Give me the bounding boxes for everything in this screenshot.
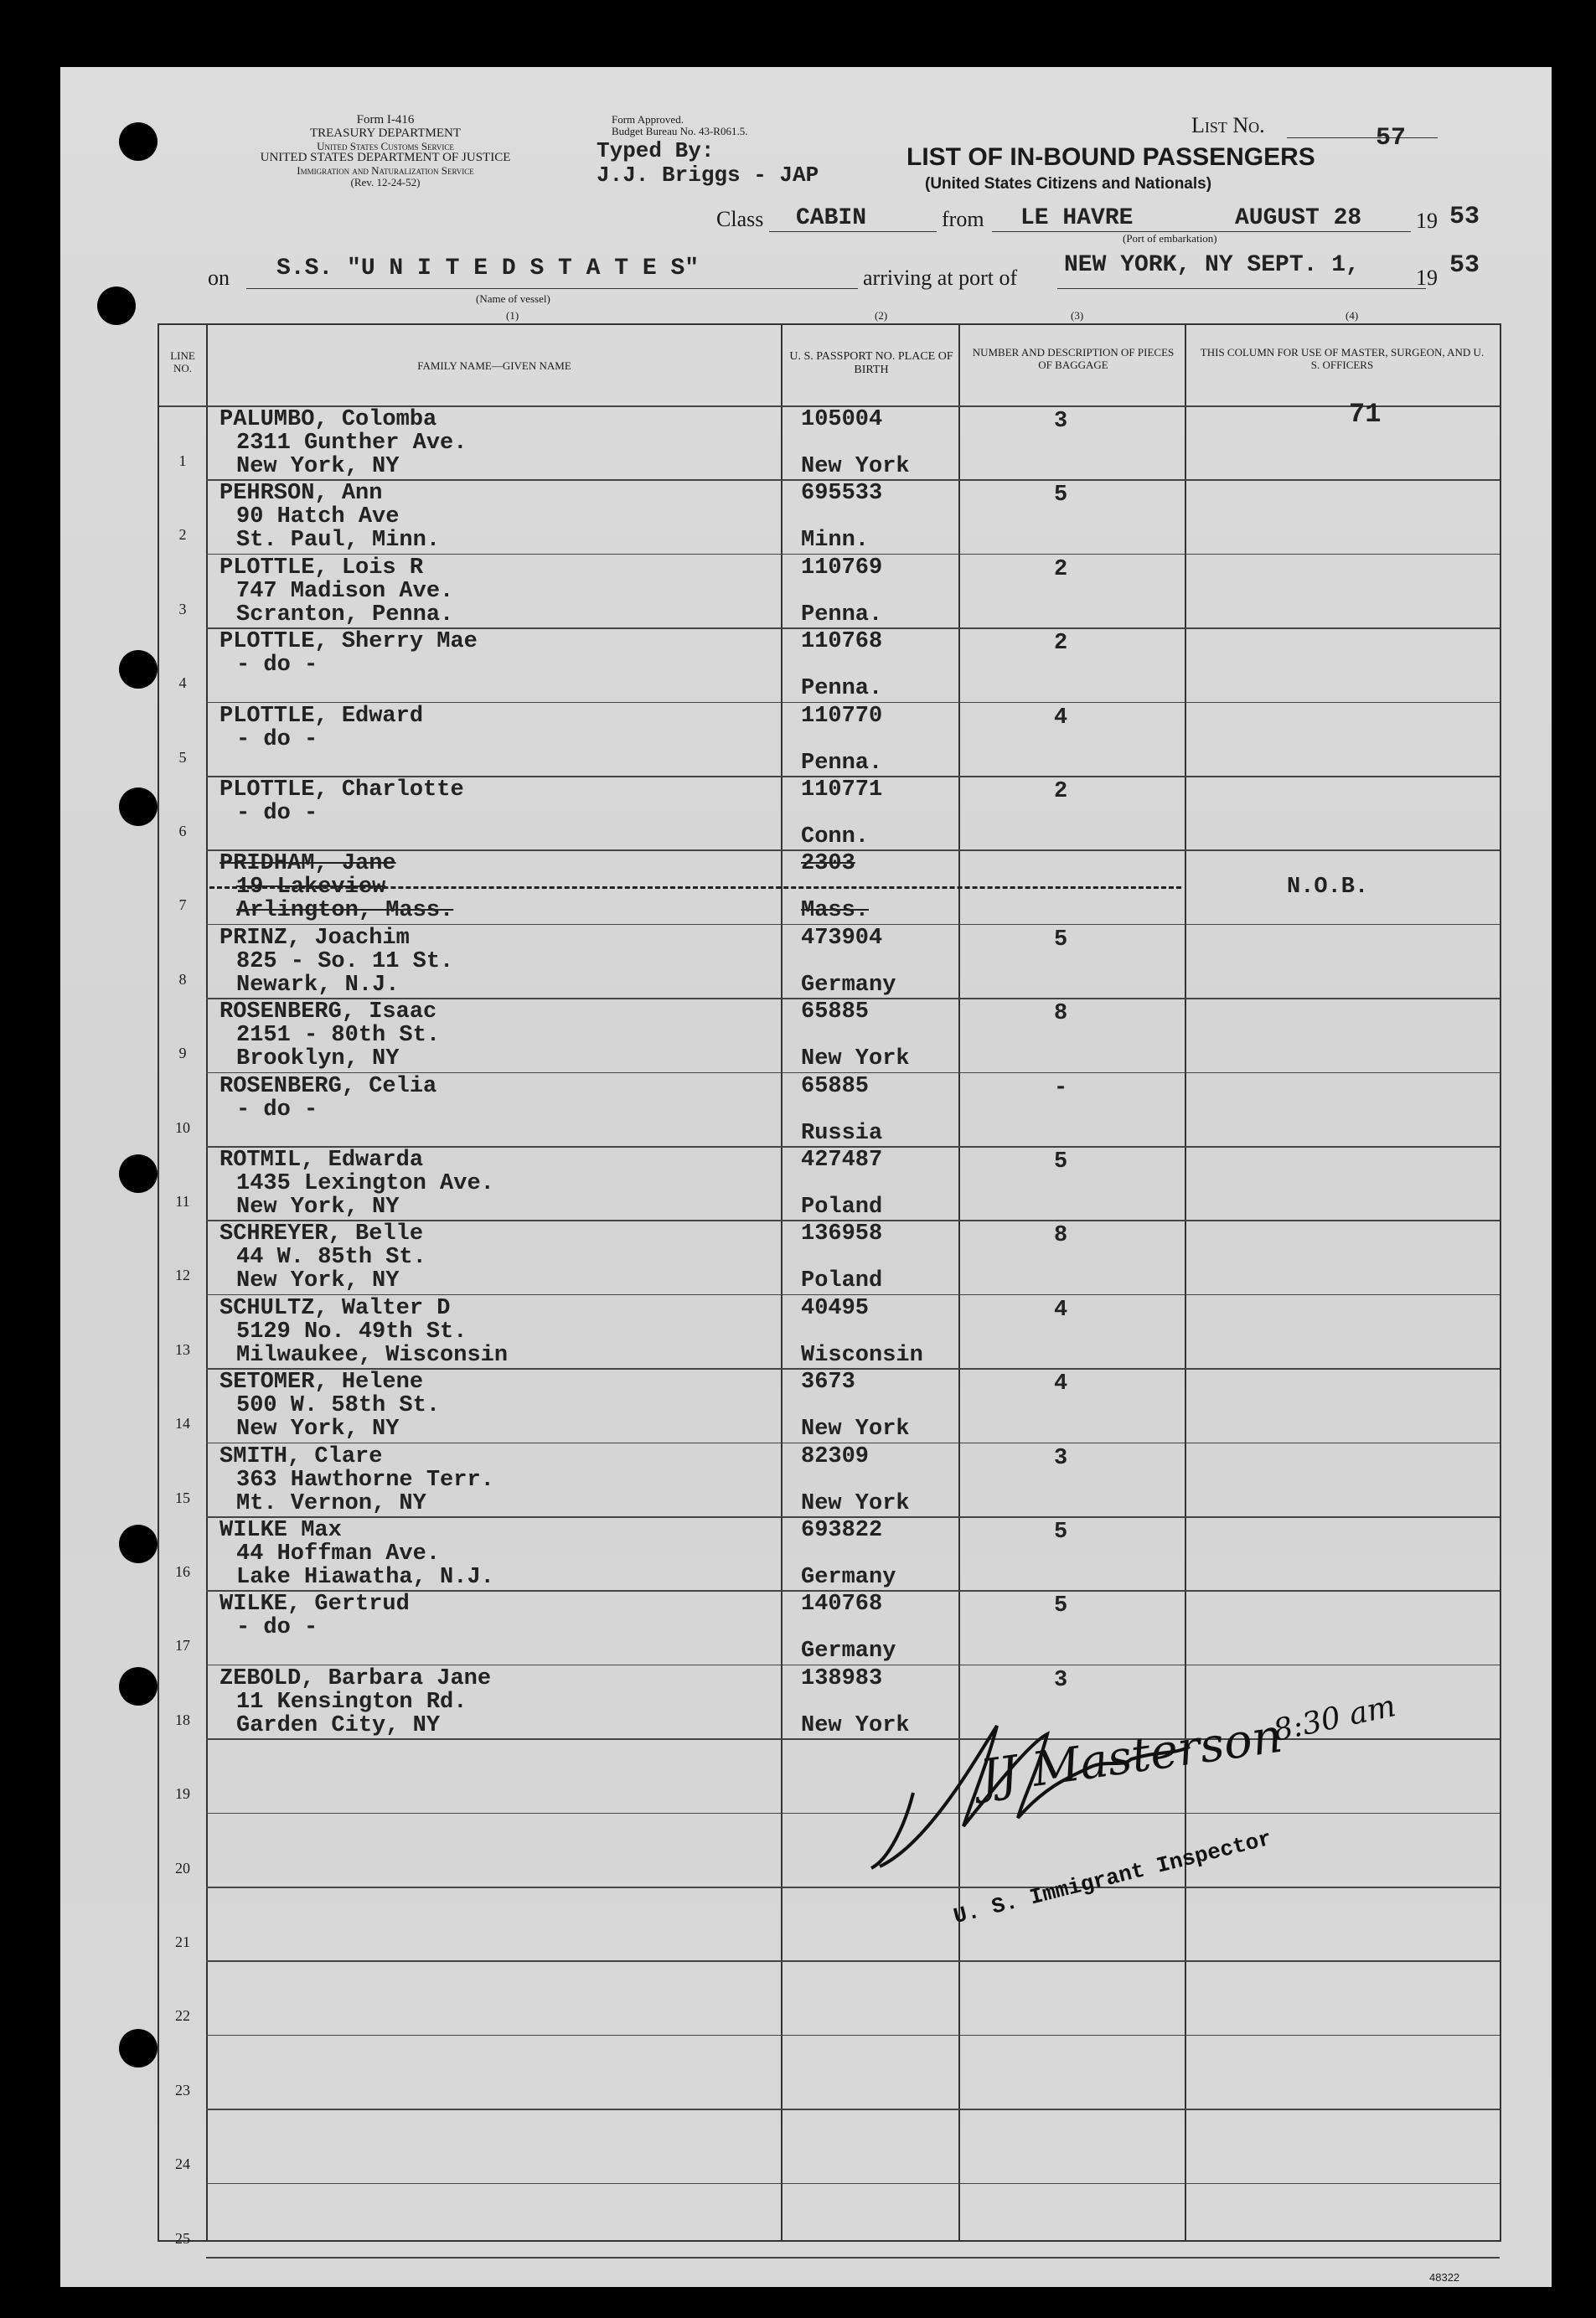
passenger-name: SCHULTZ, Walter D: [220, 1295, 451, 1321]
embark-port-caption: (Port of embarkation): [1123, 232, 1217, 245]
passenger-address-2: Lake Hiawatha, N.J.: [236, 1565, 494, 1590]
budget-bureau: Budget Bureau No. 43-R061.5.: [612, 124, 748, 137]
baggage-count: 4: [1054, 705, 1068, 731]
punch-hole-6: [119, 1525, 158, 1563]
col-number-2: (2): [875, 309, 888, 322]
passenger-address-1: - do -: [236, 1615, 318, 1641]
col-divider-1: [206, 325, 208, 2240]
col-number-3: (3): [1071, 309, 1084, 322]
passenger-address-2: New York, NY: [236, 454, 400, 479]
passenger-address-1: 44 Hoffman Ave.: [236, 1541, 441, 1567]
line-number: 3: [178, 600, 187, 617]
line-number: 10: [175, 1118, 190, 1136]
passenger-address-1: 44 W. 85th St.: [236, 1245, 426, 1271]
passenger-table: [158, 323, 1501, 2247]
passenger-address-2: Milwaukee, Wisconsin: [236, 1342, 509, 1368]
document-title: LIST OF IN-BOUND PASSENGERS: [906, 143, 1315, 171]
passenger-address-1: - do -: [236, 653, 318, 679]
line-number: 24: [175, 2155, 190, 2173]
line-number: 23: [175, 2081, 190, 2099]
passenger-address-1: 500 W. 58th St.: [236, 1393, 441, 1419]
passenger-address-1: 2311 Gunther Ave.: [236, 431, 467, 456]
list-number-label: List No.: [1191, 113, 1265, 137]
passenger-address-1: 747 Madison Ave.: [236, 578, 454, 604]
passenger-name: ROSENBERG, Isaac: [220, 999, 437, 1025]
punch-hole-1: [119, 122, 158, 161]
passenger-address-1: 5129 No. 49th St.: [236, 1319, 467, 1345]
passenger-name: PRIDHAM, Jane: [220, 851, 396, 877]
arrival-underline: [1057, 288, 1426, 289]
passenger-address-2: New York, NY: [236, 1417, 400, 1443]
passenger-address-2: Garden City, NY: [236, 1712, 441, 1738]
place-of-birth: Mass.: [801, 898, 870, 924]
passenger-address-1: 90 Hatch Ave: [236, 504, 400, 530]
passenger-name: WILKE, Gertrud: [220, 1592, 410, 1618]
line-number: 12: [175, 1267, 190, 1284]
place-of-birth: Poland: [801, 1195, 883, 1220]
inspector-signature-svg: [855, 1675, 1424, 1944]
baggage-count: 2: [1054, 556, 1068, 582]
passenger-name: ZEBOLD, Barbara Jane: [220, 1665, 492, 1691]
passenger-address-1: 363 Hawthorne Terr.: [236, 1467, 494, 1493]
passenger-address-1: 825 - So. 11 St.: [236, 948, 454, 974]
place-of-birth: New York: [801, 1712, 910, 1738]
ins-service: Immigration and Naturalization Service: [297, 163, 474, 177]
passenger-address-2: Arlington, Mass.: [236, 898, 454, 924]
passenger-name: PLOTTLE, Charlotte: [220, 777, 464, 803]
passport-number: 427487: [801, 1148, 883, 1173]
passport-number: 110768: [801, 629, 883, 655]
passenger-address-1: - do -: [236, 1097, 318, 1123]
passport-number: 2303: [801, 851, 855, 877]
passenger-address-2: St. Paul, Minn.: [236, 528, 441, 554]
list-number-value: 57: [1376, 124, 1407, 152]
treasury-dept: TREASURY DEPARTMENT: [309, 126, 462, 140]
line-number: 2: [178, 526, 187, 544]
passport-number: 140768: [801, 1592, 883, 1618]
punch-hole-2: [97, 287, 136, 325]
passport-number: 136958: [801, 1221, 883, 1247]
officer-note: N.O.B.: [1287, 875, 1369, 901]
arrival-year-prefix: 19: [1416, 266, 1438, 290]
place-of-birth: New York: [801, 1046, 910, 1072]
passenger-name: WILKE Max: [220, 1518, 342, 1543]
passenger-address-1: - do -: [236, 801, 318, 826]
line-number: 14: [175, 1415, 190, 1433]
class-underline: [769, 231, 937, 232]
line-number: 25: [175, 2229, 190, 2247]
place-of-birth: Poland: [801, 1268, 883, 1294]
typed-by-label: Typed By:: [597, 138, 715, 163]
punch-hole-3: [119, 650, 158, 689]
embark-date: AUGUST 28: [1235, 205, 1362, 231]
col-number-4: (4): [1345, 309, 1359, 322]
passenger-name: PRINZ, Joachim: [220, 925, 410, 951]
line-number: 7: [178, 896, 187, 914]
vessel-name: S.S. "U N I T E D S T A T E S": [276, 256, 700, 281]
footer-code: 48322: [1429, 2271, 1460, 2284]
place-of-birth: Wisconsin: [801, 1342, 923, 1368]
passenger-address-2: Newark, N.J.: [236, 972, 400, 998]
from-label: from: [942, 207, 984, 231]
passenger-address-1: 19 Lakeview: [236, 875, 386, 901]
arrival-year: 53: [1449, 251, 1480, 280]
passenger-name: ROSENBERG, Celia: [220, 1073, 437, 1099]
signature-time: 8:30 am: [1270, 1689, 1399, 1748]
passenger-name: SCHREYER, Belle: [220, 1221, 424, 1247]
cancel-strike-line: [209, 886, 1181, 889]
form-approval: [612, 114, 747, 137]
baggage-count: 3: [1054, 1667, 1068, 1693]
typed-by-block: [597, 139, 819, 187]
baggage-count: 3: [1054, 1445, 1068, 1471]
vessel-caption: (Name of vessel): [476, 292, 550, 305]
passenger-name: SETOMER, Helene: [220, 1370, 424, 1396]
row-rule: [206, 1960, 1500, 1962]
line-number: 1: [178, 452, 187, 469]
passenger-address-2: Mt. Vernon, NY: [236, 1490, 426, 1516]
line-number: 18: [175, 1711, 190, 1728]
header-family-name: FAMILY NAME—GIVEN NAME: [417, 359, 571, 372]
line-number: 22: [175, 2007, 190, 2025]
punch-hole-7: [119, 1667, 158, 1706]
passport-number: 65885: [801, 1073, 870, 1099]
header-line-no: LINE NO.: [170, 349, 195, 374]
baggage-count: 2: [1054, 779, 1068, 804]
passport-number: 695533: [801, 481, 883, 507]
class-label: Class: [716, 207, 764, 231]
passport-number: 3673: [801, 1370, 855, 1396]
baggage-count: 8: [1054, 1223, 1068, 1249]
line-number: 5: [178, 748, 187, 766]
header-passport: U. S. PASSPORT NO. PLACE OF BIRTH: [789, 350, 953, 377]
typed-by-value: J.J. Briggs - JAP: [597, 162, 819, 188]
place-of-birth: Minn.: [801, 528, 870, 554]
passenger-address-2: Scranton, Penna.: [236, 601, 454, 627]
place-of-birth: New York: [801, 1417, 910, 1443]
officer-mark: 71: [1349, 399, 1382, 430]
row-rule: [206, 2183, 1500, 2185]
place-of-birth: Germany: [801, 972, 896, 998]
baggage-count: 5: [1054, 483, 1068, 509]
passenger-name: PLOTTLE, Edward: [220, 703, 424, 729]
place-of-birth: Penna.: [801, 750, 883, 776]
passport-number: 473904: [801, 925, 883, 951]
line-number: 17: [175, 1637, 190, 1655]
baggage-count: 5: [1054, 927, 1068, 952]
passenger-name: PALUMBO, Colomba: [220, 407, 437, 432]
list-number-underline: [1287, 137, 1438, 138]
passport-number: 105004: [801, 407, 883, 432]
line-number: 8: [178, 970, 187, 988]
arrival-port-date: NEW YORK, NY SEPT. 1,: [1064, 252, 1360, 278]
passenger-address-1: 2151 - 80th St.: [236, 1023, 441, 1049]
baggage-count: 2: [1054, 631, 1068, 657]
on-label: on: [208, 266, 230, 290]
revision-date: (Rev. 12-24-52): [350, 175, 421, 188]
vessel-underline: [246, 288, 858, 289]
line-number: 13: [175, 1340, 190, 1358]
justice-dept: UNITED STATES DEPARTMENT OF JUSTICE: [260, 151, 511, 165]
baggage-count: 4: [1054, 1297, 1068, 1323]
embark-year-prefix: 19: [1416, 209, 1438, 233]
place-of-birth: Penna.: [801, 676, 883, 702]
place-of-birth: Germany: [801, 1639, 896, 1665]
passenger-address-2: New York, NY: [236, 1195, 400, 1220]
place-of-birth: Conn.: [801, 824, 870, 849]
line-number: 9: [178, 1045, 187, 1062]
baggage-count: 5: [1054, 1593, 1068, 1619]
line-number: 15: [175, 1489, 190, 1506]
punch-hole-4: [119, 787, 158, 826]
customs-service: United States Customs Service: [317, 139, 454, 152]
passport-number: 110769: [801, 555, 883, 581]
baggage-count: 5: [1054, 1149, 1068, 1174]
passport-number: 693822: [801, 1518, 883, 1543]
passenger-name: PLOTTLE, Sherry Mae: [220, 629, 478, 655]
passport-number: 82309: [801, 1443, 870, 1469]
class-value: CABIN: [796, 205, 867, 231]
form-agency-block: [209, 114, 561, 188]
passenger-name: PEHRSON, Ann: [220, 481, 383, 507]
embark-year: 53: [1449, 203, 1480, 231]
col-number-1: (1): [506, 309, 519, 322]
row-rule: [206, 2257, 1500, 2259]
passport-number: 110770: [801, 703, 883, 729]
passenger-address-1: 11 Kensington Rd.: [236, 1689, 467, 1715]
punch-hole-5: [119, 1154, 158, 1193]
inspector-title: U. S. Immigrant Inspector: [951, 1825, 1274, 1930]
baggage-count: 8: [1054, 1001, 1068, 1027]
col-divider-4: [1185, 325, 1186, 2240]
row-rule: [206, 2035, 1500, 2037]
place-of-birth: New York: [801, 454, 910, 479]
line-number: 20: [175, 1859, 190, 1877]
signature-name: JJ Masterson: [976, 1708, 1286, 1805]
header-officers: THIS COLUMN FOR USE OF MASTER, SURGEON, AND U. S. OFFICERS: [1200, 346, 1485, 371]
place-of-birth: Penna.: [801, 601, 883, 627]
passport-number: 110771: [801, 777, 883, 803]
header-baggage: NUMBER AND DESCRIPTION OF PIECES OF BAGGAGE: [972, 346, 1175, 371]
baggage-count: -: [1054, 1075, 1068, 1101]
line-number: 21: [175, 1933, 190, 1950]
passenger-address-1: 1435 Lexington Ave.: [236, 1171, 494, 1196]
passenger-name: SMITH, Clare: [220, 1443, 383, 1469]
arriving-label: arriving at port of: [863, 266, 1018, 290]
baggage-count: 3: [1054, 409, 1068, 434]
place-of-birth: Germany: [801, 1565, 896, 1590]
line-number: 11: [175, 1193, 190, 1210]
passenger-name: ROTMIL, Edwarda: [220, 1148, 424, 1173]
col-divider-2: [781, 325, 783, 2240]
punch-hole-8: [119, 2029, 158, 2068]
passenger-address-2: New York, NY: [236, 1268, 400, 1294]
place-of-birth: New York: [801, 1490, 910, 1516]
form-number: Form I-416: [356, 113, 415, 126]
row-rule: [206, 2109, 1500, 2110]
passport-number: 65885: [801, 999, 870, 1025]
line-number: 19: [175, 1785, 190, 1803]
place-of-birth: Russia: [801, 1120, 883, 1146]
baggage-count: 4: [1054, 1371, 1068, 1397]
line-number: 16: [175, 1563, 190, 1580]
passenger-address-2: Brooklyn, NY: [236, 1046, 400, 1072]
baggage-count: 5: [1054, 1520, 1068, 1545]
line-number: 4: [178, 674, 187, 692]
passport-number: 40495: [801, 1295, 870, 1321]
passport-number: 138983: [801, 1665, 883, 1691]
form-approved: Form Approved.: [612, 113, 684, 126]
line-number: 6: [178, 823, 187, 839]
document-subtitle: (United States Citizens and Nationals): [925, 175, 1212, 193]
passenger-name: PLOTTLE, Lois R: [220, 555, 424, 581]
embark-port: LE HAVRE: [1020, 205, 1134, 231]
passenger-address-1: - do -: [236, 726, 318, 752]
col-divider-3: [958, 325, 960, 2240]
